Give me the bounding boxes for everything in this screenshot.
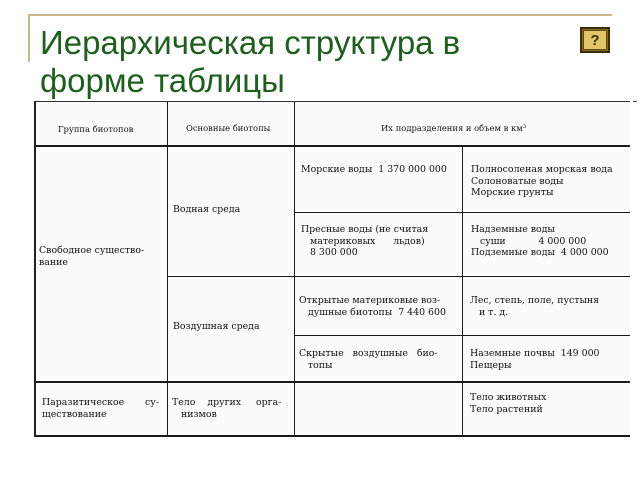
header-subdivisions: Их подразделения и объем в км³	[381, 123, 527, 133]
header-biotope-group: Группа биотопов	[58, 124, 134, 134]
group-free-existence: Свободное существо- вание	[39, 245, 145, 268]
subdivision-fresh-water: Пресные воды (не считая материковых льдов) 8 300 000	[301, 224, 429, 258]
edge-tick	[633, 101, 637, 102]
subdivision-sea-water: Морские воды 1 370 000 000	[301, 164, 447, 175]
biotope-other-organisms: Тело других орга- низмов	[172, 397, 282, 420]
rule-water-air	[168, 276, 630, 277]
header-main-biotopes: Основные биотопы	[186, 123, 271, 133]
rule-table-bottom	[36, 435, 630, 437]
details-fresh-water: Надземные воды суши 4 000 000 Подземные воды 4 000 000	[471, 224, 609, 258]
rule-header-bottom	[36, 145, 630, 147]
col-divider-2	[294, 102, 295, 436]
details-organism-bodies: Тело животных Тело растений	[470, 392, 547, 415]
biotope-water: Водная среда	[173, 204, 241, 215]
biotope-air: Воздушная среда	[173, 321, 260, 332]
help-button[interactable]	[580, 27, 610, 53]
col-divider-3	[462, 146, 463, 436]
question-mark-icon: ?	[583, 30, 607, 50]
rule-groups	[36, 381, 630, 383]
slide-frame-left-line	[28, 14, 30, 62]
details-open-air: Лес, степь, поле, пустыня и т. д.	[470, 295, 600, 318]
group-parasitic-existence: Паразитическое су- ществование	[42, 397, 159, 420]
details-hidden-air: Наземные почвы 149 000 Пещеры	[470, 348, 600, 371]
subdivision-open-air: Открытые материковые воз- душные биотопы 7 440 600	[299, 295, 446, 318]
col-divider-1	[167, 102, 168, 436]
slide-title: Иерархическая структура в форме таблицы	[40, 24, 461, 99]
slide-frame-top-line	[28, 14, 612, 16]
biotope-table	[34, 101, 630, 437]
details-sea-water: Полносоленая морская вода Солоноватые воды Морские грунты	[471, 164, 613, 198]
subdivision-hidden-air: Скрытые воздушные био- топы	[299, 348, 438, 371]
